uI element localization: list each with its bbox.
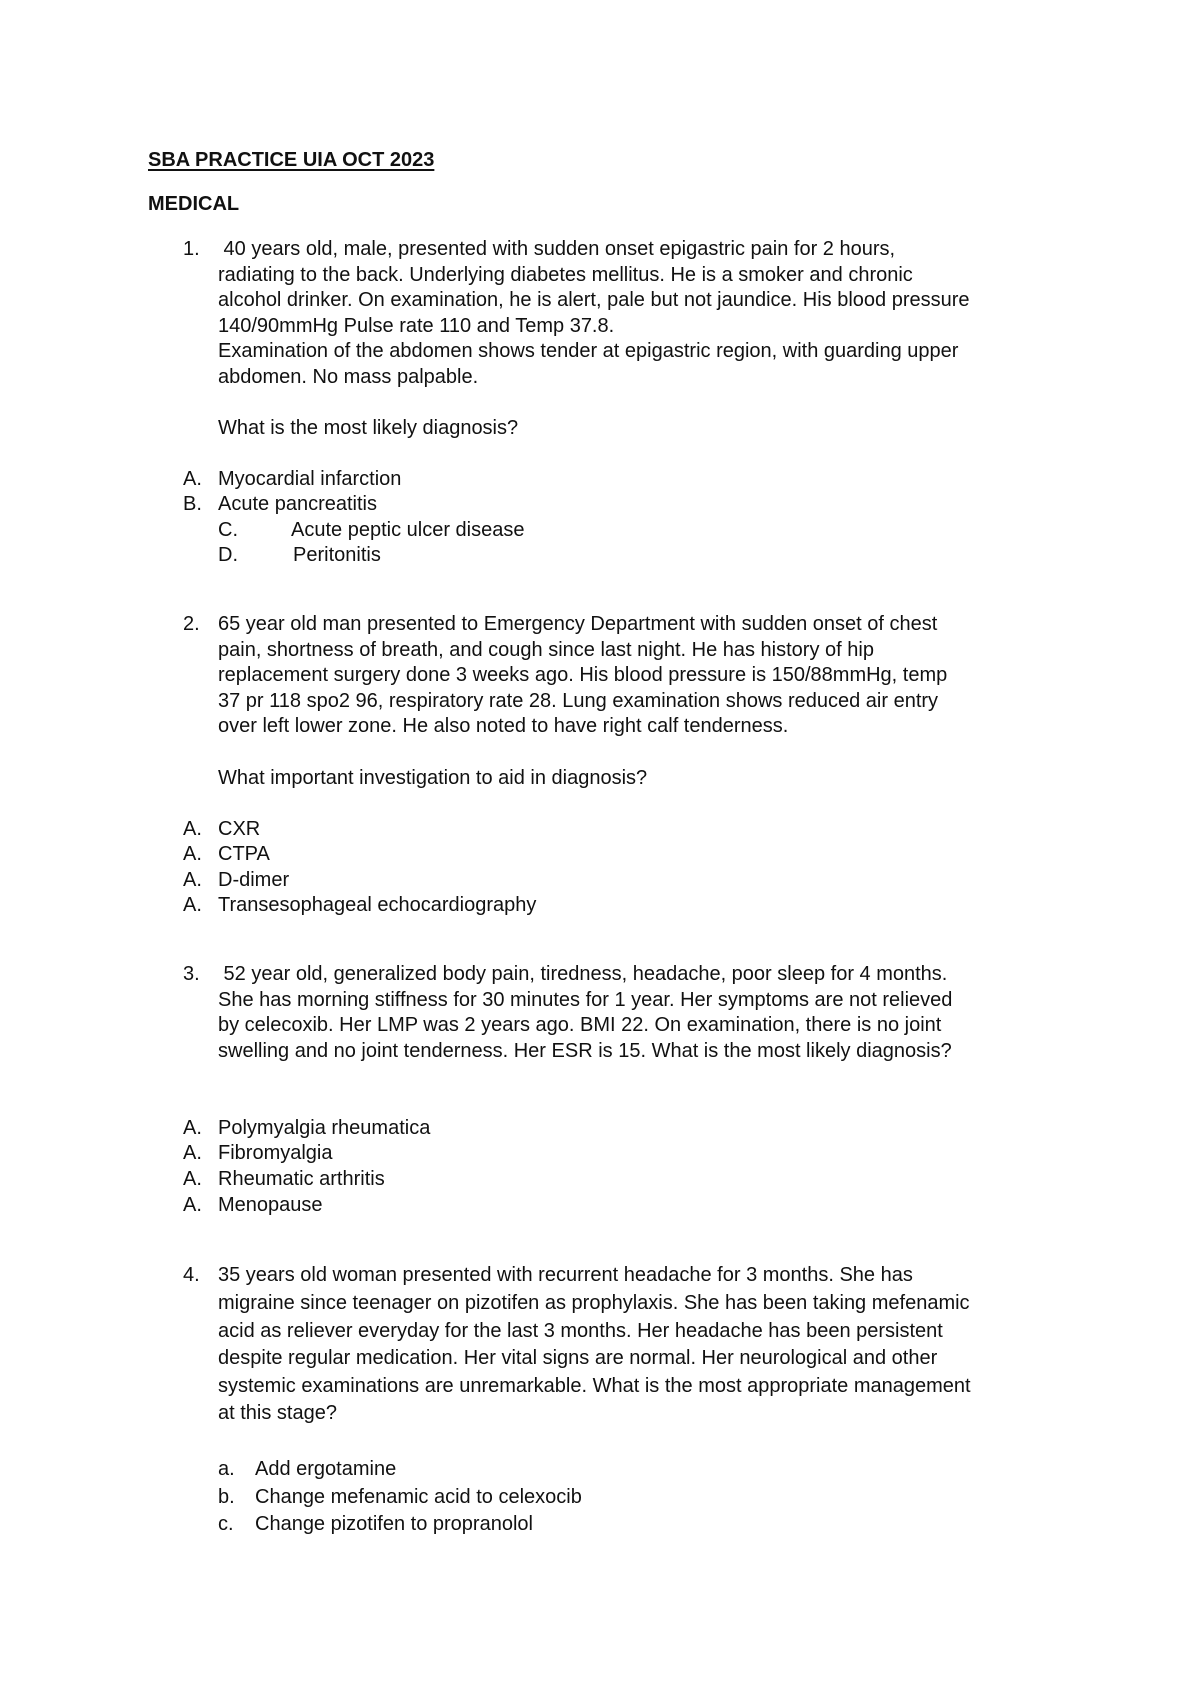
option-letter: D. [218, 544, 238, 566]
option-letter: A. [183, 1168, 202, 1190]
option-letter: c. [218, 1513, 234, 1535]
option-text: Acute peptic ulcer disease [291, 519, 525, 541]
document-title: SBA PRACTICE UIA OCT 2023 [148, 149, 435, 171]
option-text: Menopause [218, 1194, 323, 1216]
option-text: Myocardial infarction [218, 468, 402, 490]
question-line: She has morning stiffness for 30 minutes for 1 year. Her symptoms are not relieved [218, 989, 953, 1011]
question-line: replacement surgery done 3 weeks ago. His blood pressure is 150/88mmHg, temp [218, 664, 948, 686]
option-letter: A. [183, 843, 202, 865]
question-number: 2. [183, 613, 200, 635]
option-letter: A. [183, 468, 202, 490]
question-line: 40 years old, male, presented with sudden onset epigastric pain for 2 hours, [218, 238, 896, 260]
question-line: 37 pr 118 spo2 96, respiratory rate 28. Lung examination shows reduced air entry [218, 690, 939, 712]
option-text: Polymyalgia rheumatica [218, 1117, 431, 1139]
question-line: 65 year old man presented to Emergency Department with sudden onset of chest [218, 613, 938, 635]
option-letter: A. [183, 1142, 202, 1164]
question-number: 1. [183, 238, 200, 260]
option-letter: A. [183, 894, 202, 916]
question-prompt: What is the most likely diagnosis? [218, 417, 519, 439]
option-letter: C. [218, 519, 238, 541]
option-letter: a. [218, 1458, 235, 1480]
option-text: Change mefenamic acid to celexocib [255, 1486, 582, 1508]
option-letter: A. [183, 1194, 202, 1216]
question-line: migraine since teenager on pizotifen as prophylaxis. She has been taking mefenamic [218, 1292, 970, 1314]
question-line: despite regular medication. Her vital signs are normal. Her neurological and other [218, 1347, 938, 1369]
option-letter: A. [183, 1117, 202, 1139]
question-number: 4. [183, 1264, 200, 1286]
option-letter: A. [183, 869, 202, 891]
option-letter: B. [183, 493, 202, 515]
question-line: over left lower zone. He also noted to have right calf tenderness. [218, 715, 789, 737]
option-text: CTPA [218, 843, 270, 865]
option-letter: b. [218, 1486, 235, 1508]
question-line: alcohol drinker. On examination, he is alert, pale but not jaundice. His blood pressure [218, 289, 970, 311]
question-prompt: What important investigation to aid in diagnosis? [218, 767, 648, 789]
question-line: pain, shortness of breath, and cough since last night. He has history of hip [218, 639, 874, 661]
option-text: Peritonitis [293, 544, 381, 566]
question-number: 3. [183, 963, 200, 985]
option-text: Fibromyalgia [218, 1142, 333, 1164]
question-line: 140/90mmHg Pulse rate 110 and Temp 37.8. [218, 315, 615, 337]
section-heading: MEDICAL [148, 193, 240, 215]
option-text: Transesophageal echocardiography [218, 894, 537, 916]
question-line: acid as reliever everyday for the last 3 months. Her headache has been persistent [218, 1320, 943, 1342]
option-text: CXR [218, 818, 261, 840]
question-line: 35 years old woman presented with recurrent headache for 3 months. She has [218, 1264, 913, 1286]
option-letter: A. [183, 818, 202, 840]
option-text: Acute pancreatitis [218, 493, 377, 515]
question-line: 52 year old, generalized body pain, tiredness, headache, poor sleep for 4 months. [218, 963, 948, 985]
option-text: Add ergotamine [255, 1458, 397, 1480]
question-line: abdomen. No mass palpable. [218, 366, 479, 388]
question-line: by celecoxib. Her LMP was 2 years ago. BMI 22. On examination, there is no joint [218, 1014, 942, 1036]
question-line: systemic examinations are unremarkable. What is the most appropriate management [218, 1375, 971, 1397]
question-line: radiating to the back. Underlying diabetes mellitus. He is a smoker and chronic [218, 264, 913, 286]
option-text: Rheumatic arthritis [218, 1168, 385, 1190]
question-line: at this stage? [218, 1402, 337, 1424]
question-line: Examination of the abdomen shows tender at epigastric region, with guarding upper [218, 340, 959, 362]
option-text: D-dimer [218, 869, 290, 891]
option-text: Change pizotifen to propranolol [255, 1513, 533, 1535]
question-line: swelling and no joint tenderness. Her ESR is 15. What is the most likely diagnosis? [218, 1040, 952, 1062]
